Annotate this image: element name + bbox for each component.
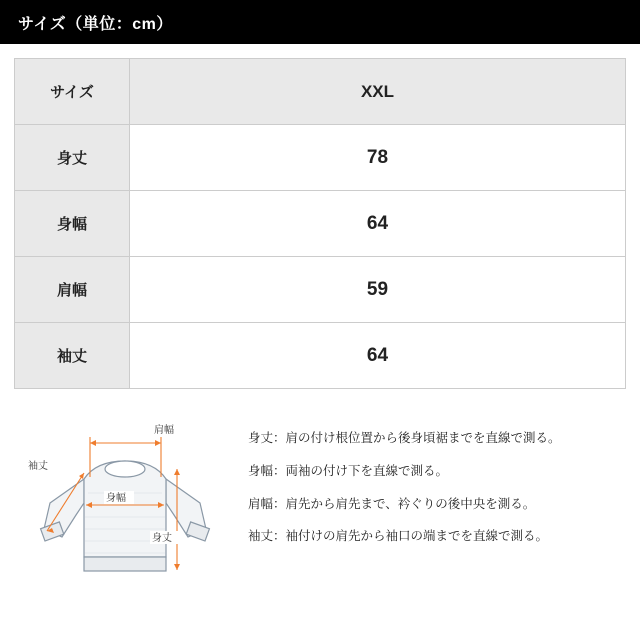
row-value-sodetake: 64 <box>130 323 626 389</box>
row-label-mihaba: 身幅 <box>15 191 130 257</box>
page-title-bar <box>0 0 640 44</box>
header-cell-size-xxl: XXL <box>130 59 626 125</box>
note-mihaba: 身幅：両袖の付け下を直線で測る。 <box>248 463 449 478</box>
row-value-katahaba: 59 <box>130 257 626 323</box>
note-katahaba: 肩幅：肩先から肩先まで、衿ぐりの後中央を測る。 <box>248 496 536 511</box>
table-row <box>15 125 626 191</box>
note-mitake: 身丈：肩の付け根位置から後身頃裾までを直線で測る。 <box>248 431 561 445</box>
size-table-body <box>15 125 626 389</box>
diagram-label-sleeve: 袖丈 <box>28 461 48 472</box>
table-row <box>15 191 626 257</box>
row-label-mitake: 身丈 <box>15 125 130 191</box>
row-value-mitake: 78 <box>130 125 626 191</box>
size-table-container <box>0 44 640 389</box>
header-cell-size-label: サイズ <box>15 59 130 125</box>
sweater-illustration <box>41 461 210 571</box>
measurement-notes <box>244 407 626 597</box>
diagram-label-width: 身幅 <box>106 493 126 504</box>
note-sodetake: 袖丈：袖付けの肩先から袖口の端までを直線で測る。 <box>248 529 549 544</box>
table-row <box>15 323 626 389</box>
row-value-mihaba: 64 <box>130 191 626 257</box>
row-label-katahaba: 肩幅 <box>15 257 130 323</box>
garment-diagram <box>14 407 244 597</box>
page-title: サイズ（単位：cm） <box>18 15 173 33</box>
size-table <box>14 58 626 389</box>
diagram-label-shoulder: 肩幅 <box>154 425 174 436</box>
table-row <box>15 257 626 323</box>
row-label-sodetake: 袖丈 <box>15 323 130 389</box>
measurement-guide-section <box>0 389 640 597</box>
diagram-label-length: 身丈 <box>152 533 172 544</box>
size-table-head <box>15 59 626 125</box>
table-header-row <box>15 59 626 125</box>
